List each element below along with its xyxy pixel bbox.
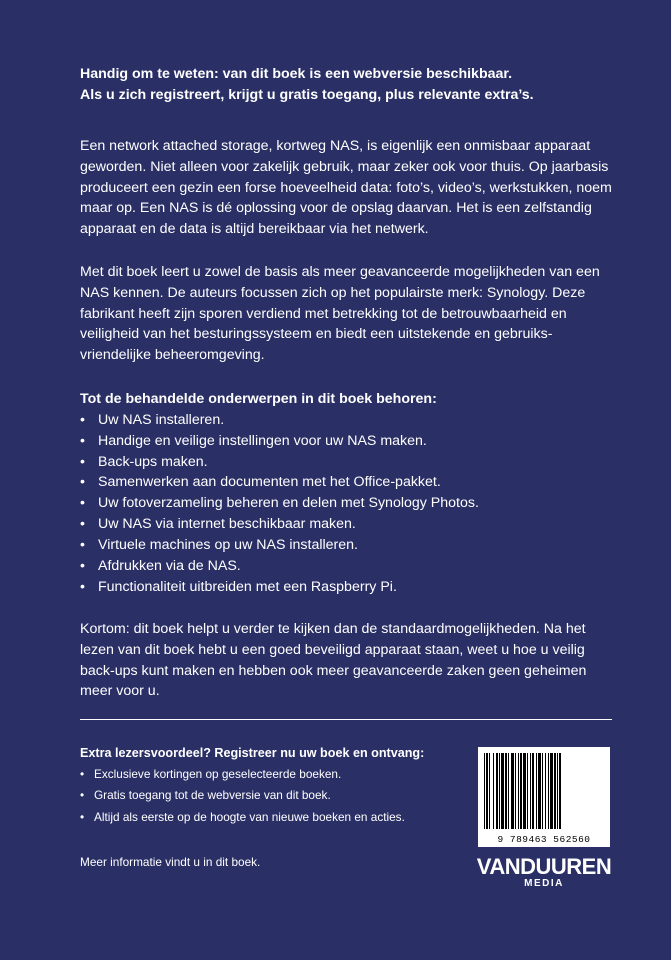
back-cover-text [80, 64, 620, 702]
barcode-bars-icon [478, 747, 610, 833]
topic-item: • Back-ups maken. [80, 452, 620, 473]
more-info-text: Meer informatie vindt u in dit boek. [80, 854, 261, 869]
paragraph-conclusion: Kortom: dit boek helpt u verder te kijken dan de standaardmogelijkheden. Na het lezen van dit boek hebt u een goed beveiligd apparaat staan, weet u hoe u veilig back-ups kunt maken en hebben ook meer geavanceerde zaken geen geheimen meer voor u. [80, 620, 587, 700]
topic-item: • Uw NAS installeren. [80, 410, 620, 431]
intro-block [80, 64, 620, 105]
publisher-name: VANDUUREN [476, 854, 612, 879]
topic-item: • Handige en veilige instellingen voor uw NAS maken. [80, 431, 620, 452]
publisher-sub: MEDIA [524, 878, 564, 889]
topic-item: • Samenwerken aan documenten met het Office-pakket. [80, 472, 620, 493]
divider [80, 719, 612, 720]
benefits-list [80, 764, 470, 828]
isbn-barcode [478, 747, 610, 847]
topic-item: • Uw fotoverzameling beheren en delen met Synology Photos. [80, 493, 620, 514]
reader-benefits [80, 744, 470, 870]
topic-item: • Uw NAS via internet beschikbaar maken. [80, 514, 620, 535]
topic-item: • Afdrukken via de NAS. [80, 556, 620, 577]
paragraph-book-scope: Met dit boek leert u zowel de basis als meer geavanceerde mogelijkheden van een NAS kennen. De auteurs focussen zich op het populairste merk: Synology. Deze fabrikant heeft zijn sporen verdiend met betrekking tot de betrouwbaarheid en veiligheid van het besturingssysteem en biedt een uitstekende en gebruiks-vriendelijke beheeromgeving. [80, 263, 600, 364]
publisher-logo [470, 856, 618, 890]
intro-line-2: Als u zich registreert, krijgt u gratis toegang, plus relevante extra’s. [80, 86, 534, 103]
topics-list [80, 410, 620, 598]
benefit-item: • Gratis toegang tot de webversie van dit boek. [80, 785, 470, 806]
paragraph-nas-intro: Een network attached storage, kortweg NAS, is eigenlijk een onmisbaar apparaat geworden. Niet alleen voor zakelijk gebruik, maar zeker ook voor thuis. Op jaarbasis produceert een gezin een forse hoeveelheid data: foto’s, video’s, werkstukken, noem maar op. Een NAS is dé oplossing voor de opslag daarvan. Het is een zelfstandig apparaat en de data is altijd bereikbaar via het netwerk. [80, 138, 612, 238]
intro-line-1: Handig om te weten: van dit boek is een webversie beschikbaar. [80, 66, 513, 82]
benefit-item: • Exclusieve kortingen op geselecteerde boeken. [80, 764, 470, 785]
benefits-heading: Extra lezersvoordeel? Registreer nu uw boek en ontvang: [80, 746, 425, 760]
isbn-number: 9 789463 562560 [497, 834, 591, 845]
topic-item: • Virtuele machines op uw NAS installeren. [80, 535, 620, 556]
topics-heading: Tot de behandelde onderwerpen in dit boek behoren: [80, 390, 437, 407]
benefit-item: • Altijd als eerste op de hoogte van nieuwe boeken en acties. [80, 807, 470, 828]
topic-item: • Functionaliteit uitbreiden met een Raspberry Pi. [80, 577, 620, 598]
